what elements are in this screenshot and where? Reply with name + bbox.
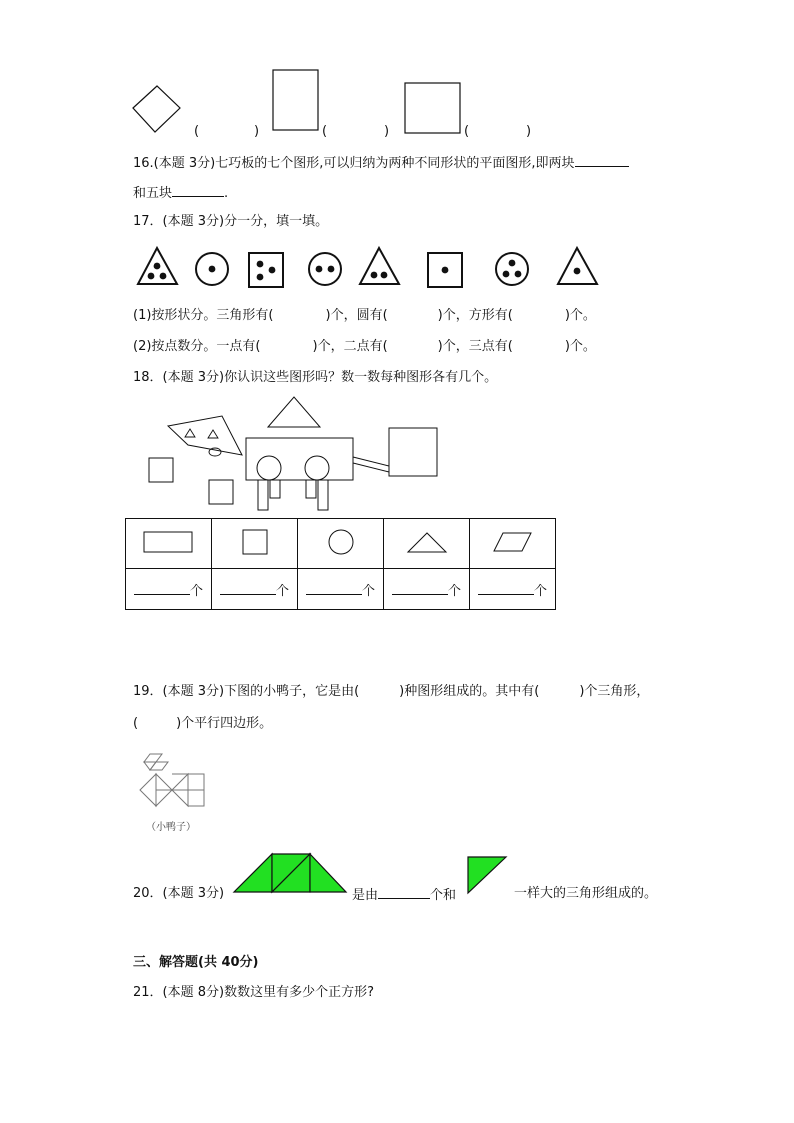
q20-middle: 是由 个和 [352,888,457,903]
q18-robot-figure [140,392,450,514]
green-trapezoid [232,852,348,894]
green-small-triangle [466,855,510,895]
q19-line1: 19．(本题 3分)下图的小鸭子，它是由( )种图形组成的。其中有( )个三角形， [133,684,650,699]
q15-paren-open-2: ( [322,124,328,139]
robot-side-square [389,428,437,476]
q18-title: 18．(本题 3分)你认识这些图形吗？数一数每种图形各有几个。 [133,370,498,385]
answer-blank-parallelogram[interactable] [478,582,534,595]
q16-period: . [224,186,229,201]
q16-text: 16.(本题 3分)七巧板的七个图形,可以归纳为两种不同形状的平面图形,即两块 [133,156,575,171]
q16-line1 [133,154,629,172]
circle-two-dots [309,253,341,285]
q18-answer-table [125,518,556,610]
duck-caption: （小鸭子） [146,822,196,833]
robot-arm-triangle [353,457,389,472]
loose-square-1 [149,458,173,482]
cell-rectangle [126,519,212,569]
answer-blank-circle[interactable] [306,582,362,595]
cell-triangle [384,519,470,569]
robot-head-triangle [268,397,320,427]
q21-title: 21．(本题 8分)数数这里有多少个正方形? [133,985,374,1000]
triangle-one-dot [558,248,597,284]
q16-blank-2[interactable] [172,184,224,197]
loose-square-2 [209,480,233,504]
q17-sub2: (2)按点数分。一点有( )个，二点有( )个，三点有( )个。 [133,339,596,354]
q18-answer-row: 个 个 个 个 个 [126,569,556,610]
wheel-2 [305,456,329,480]
answer-blank-triangle[interactable] [392,582,448,595]
answer-blank-square[interactable] [220,582,276,595]
q17-sub1: (1)按形状分。三角形有( )个，圆有( )个，方形有( )个。 [133,308,596,323]
q20-blank[interactable] [378,886,430,899]
triangle-two-dots [360,248,399,284]
q15-tall-rectangle [273,70,318,130]
wheel-1 [257,456,281,480]
q20-suffix: 一样大的三角形组成的。 [514,886,658,901]
duck-tangram [136,750,208,810]
q15-paren-close-1: ) [254,124,260,139]
parallelogram [168,416,242,455]
q15-paren-close-2: ) [384,124,390,139]
q15-paren-close-3: ) [526,124,532,139]
q15-paren-open-3: ( [464,124,470,139]
q16-blank-1[interactable] [575,154,629,167]
q15-paren-open-1: ( [194,124,200,139]
answer-blank-rectangle[interactable] [134,582,190,595]
q15-tilted-square [133,86,180,132]
q15-shapes [125,64,545,144]
q19-line2: ( )个平行四边形。 [133,716,273,731]
circle-three-dots [496,253,528,285]
square-three-dots [249,253,283,287]
q17-dot-shapes [135,244,615,290]
q18-shape-row [126,519,556,569]
q15-square [405,83,460,133]
section-3-heading: 三、解答题(共 40分) [133,955,259,970]
q20-prefix: 20．(本题 3分) [133,886,225,901]
cell-parallelogram [470,519,556,569]
q17-title: 17．(本题 3分)分一分，填一填。 [133,214,329,229]
q16-line2 [133,184,228,202]
cell-circle [298,519,384,569]
q16-text-2: 和五块 [133,186,173,201]
cell-square [212,519,298,569]
